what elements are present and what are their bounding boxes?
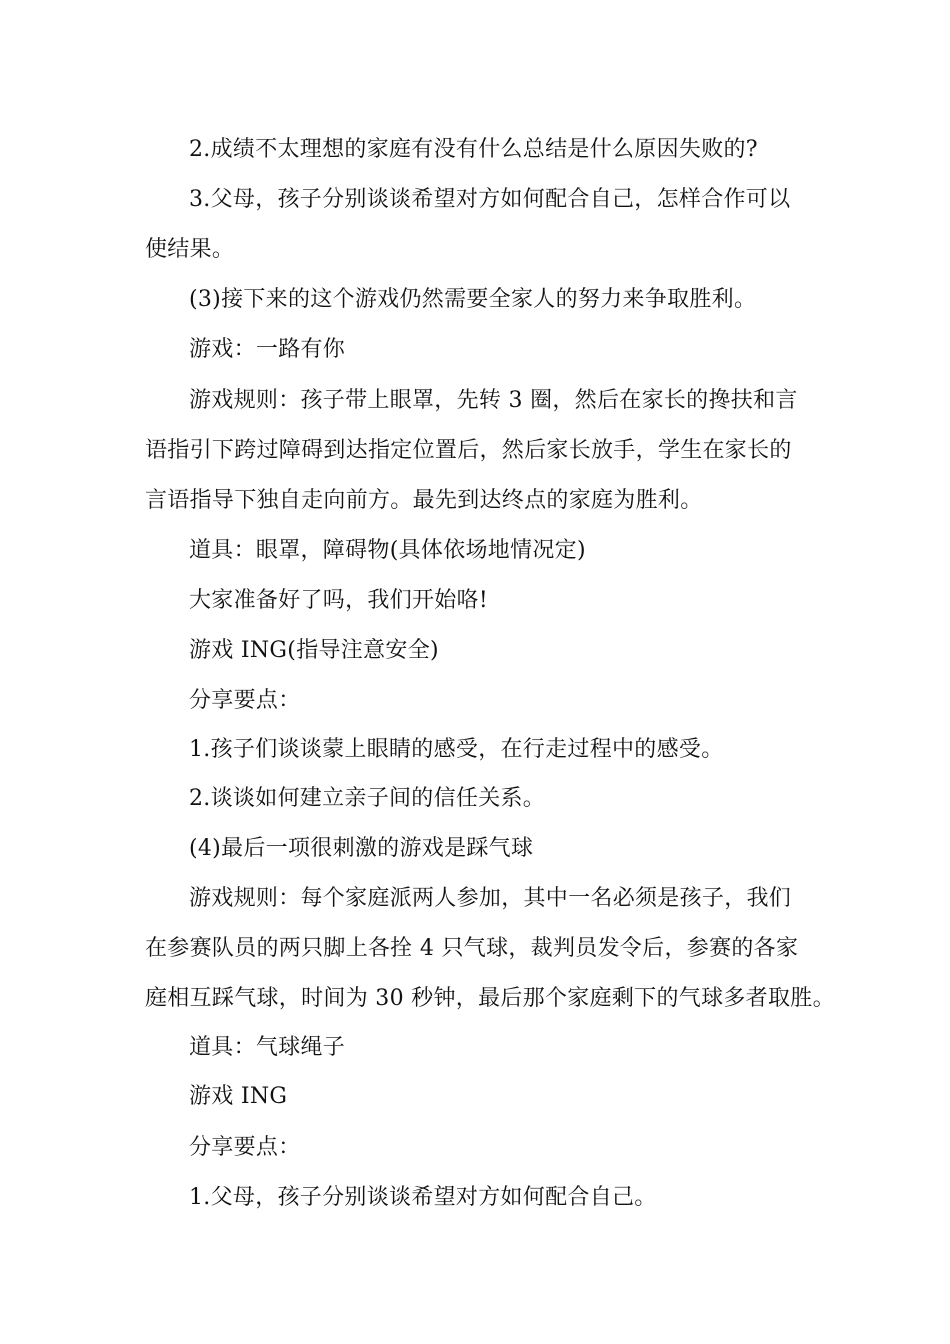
text-line-balloon-game-ing: 游戏 ING <box>189 1084 288 1109</box>
text-line-game-ing: 游戏 ING(指导注意安全) <box>189 638 439 663</box>
text-line-balloon-rules-3: 庭相互踩气球，时间为 30 秒钟，最后那个家庭剩下的气球多者取胜。 <box>145 986 835 1011</box>
text-line-reflection-2: 2.成绩不太理想的家庭有没有什么总结是什么原因失败的? <box>189 137 758 162</box>
text-line-reflection-3: 3.父母，孩子分别谈谈希望对方如何配合自己，怎样合作可以 <box>189 187 791 212</box>
text-line-game-rules-3: 言语指导下独自走向前方。最先到达终点的家庭为胜利。 <box>145 488 703 513</box>
text-line-sharing-points: 分享要点： <box>189 688 301 713</box>
text-line-reflection-3-cont: 使结果。 <box>145 237 235 262</box>
text-line-section-4-intro: (4)最后一项很刺激的游戏是踩气球 <box>189 836 534 861</box>
text-line-balloon-sharing: 分享要点： <box>189 1135 301 1160</box>
text-line-props: 道具：眼罩，障碍物(具体依场地情况定) <box>189 538 586 563</box>
text-line-ready: 大家准备好了吗，我们开始咯! <box>189 588 489 613</box>
text-line-section-3-intro: (3)接下来的这个游戏仍然需要全家人的努力来争取胜利。 <box>189 287 757 312</box>
text-line-game-rules-1: 游戏规则：孩子带上眼罩，先转 3 圈，然后在家长的搀扶和言 <box>189 388 798 413</box>
text-line-sharing-2: 2.谈谈如何建立亲子间的信任关系。 <box>189 786 546 811</box>
text-line-balloon-props: 道具：气球绳子 <box>189 1035 346 1060</box>
text-line-sharing-1: 1.孩子们谈谈蒙上眼睛的感受，在行走过程中的感受。 <box>189 737 724 762</box>
text-line-balloon-rules-1: 游戏规则：每个家庭派两人参加，其中一名必须是孩子，我们 <box>189 886 792 911</box>
text-line-game-name: 游戏：一路有你 <box>189 337 346 362</box>
text-line-balloon-rules-2: 在参赛队员的两只脚上各拴 4 只气球，裁判员发令后，参赛的各家 <box>145 936 799 961</box>
text-line-game-rules-2: 语指引下跨过障碍到达指定位置后，然后家长放手，学生在家长的 <box>145 438 792 463</box>
text-line-balloon-sharing-1: 1.父母，孩子分别谈谈希望对方如何配合自己。 <box>189 1185 657 1210</box>
